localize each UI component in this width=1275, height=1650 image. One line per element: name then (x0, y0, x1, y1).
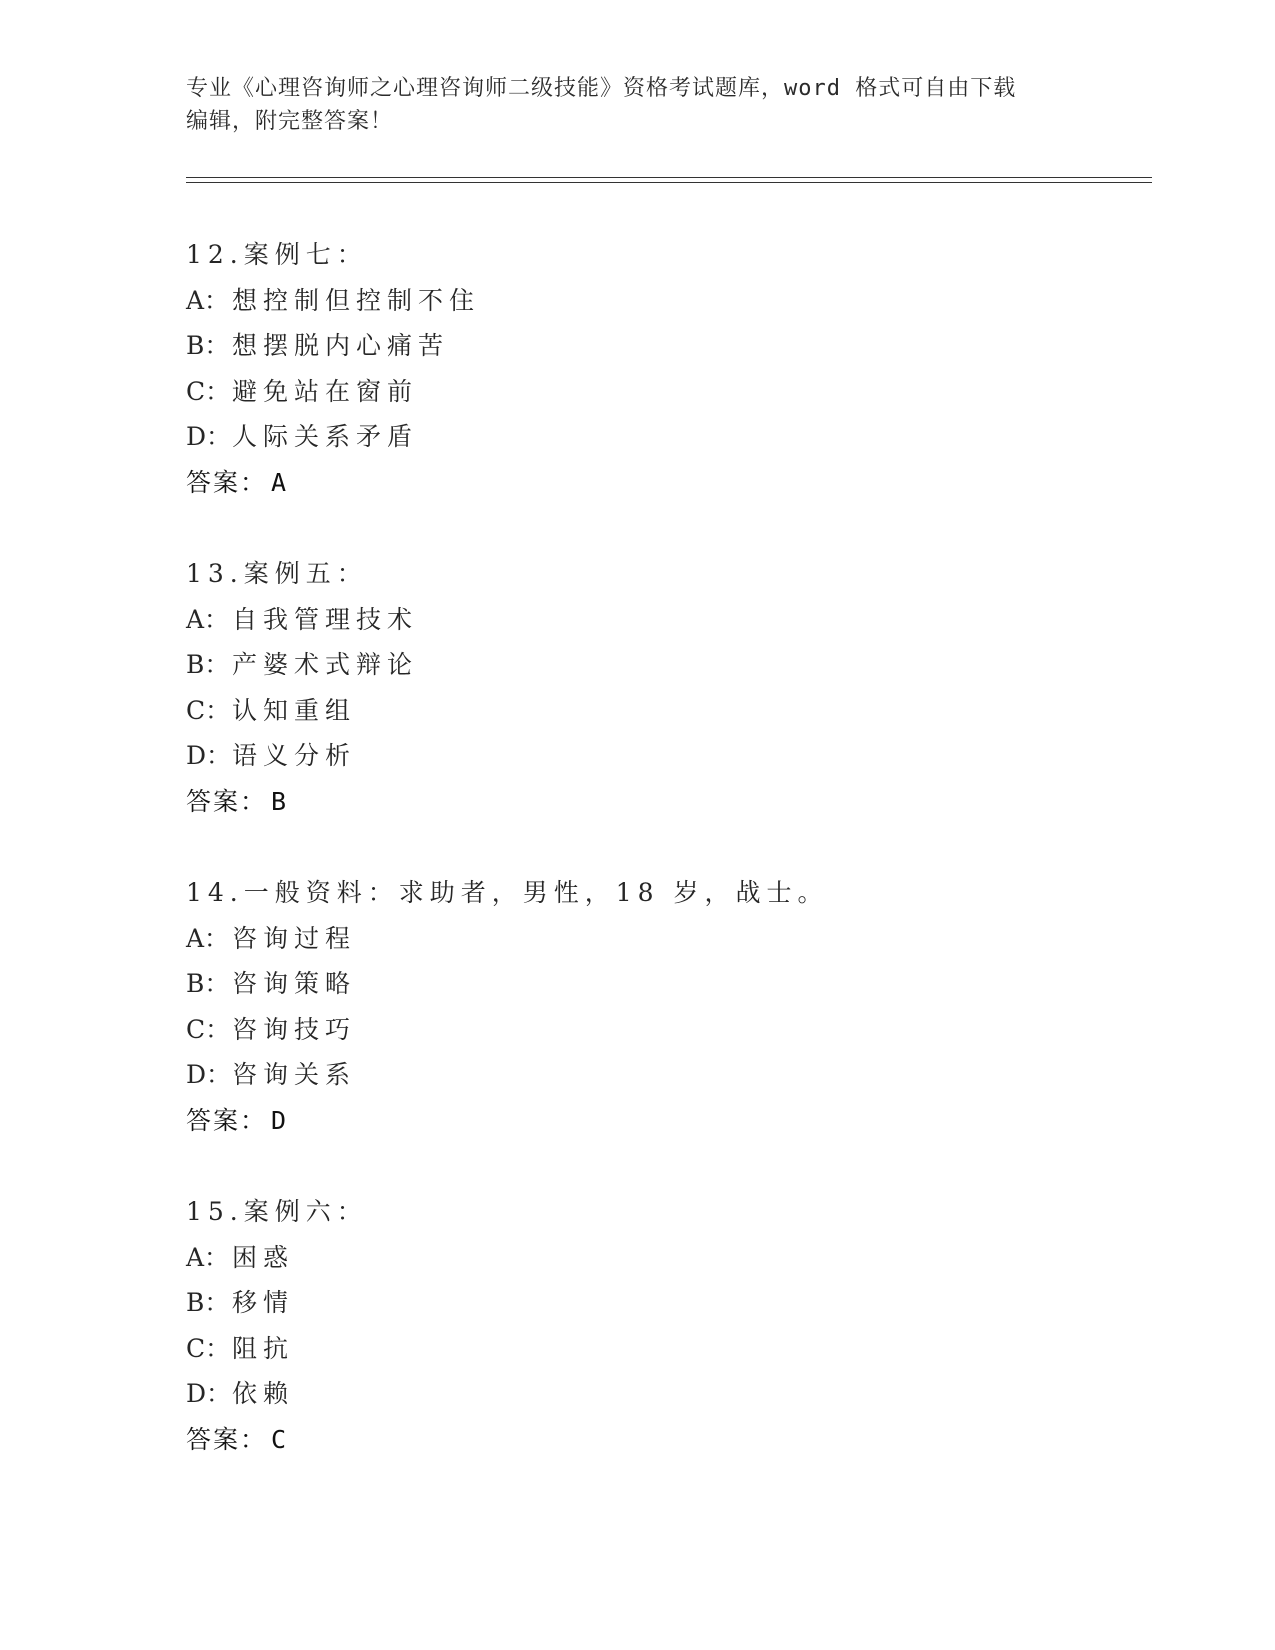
option-letter: C： (186, 695, 231, 725)
option-text: 咨询技巧 (232, 1014, 357, 1044)
option-d (186, 414, 1086, 460)
option-letter: C： (186, 376, 231, 406)
option-text: 自我管理技术 (232, 604, 419, 634)
option-text: 移情 (232, 1288, 295, 1317)
question-14 (186, 870, 1086, 1143)
option-c (186, 369, 1086, 415)
option-text: 产婆术式辩论 (232, 650, 419, 679)
answer (186, 779, 1086, 825)
option-letter: C： (186, 1014, 231, 1044)
option-letter: B： (186, 331, 230, 360)
header-line-2: 编辑，附完整答案！ (186, 109, 394, 134)
option-a (186, 278, 1086, 324)
answer-label: 答案： (186, 786, 268, 816)
option-letter: A： (186, 1242, 230, 1272)
header-divider-bottom (186, 182, 1152, 183)
option-text: 避免站在窗前 (232, 376, 419, 406)
option-d (186, 1052, 1086, 1098)
option-text: 困惑 (232, 1242, 295, 1272)
question-title: 12.案例七： (186, 240, 368, 269)
answer-value: A (271, 467, 287, 497)
answer-value: D (271, 1105, 287, 1135)
option-text: 语义分析 (232, 741, 357, 770)
answer-label: 答案： (186, 1424, 268, 1454)
question-title: 13.案例五： (186, 559, 368, 588)
option-text: 想摆脱内心痛苦 (232, 331, 450, 360)
question-title: 14.一般资料：求助者，男性，18 岁，战士。 (186, 878, 829, 907)
option-d (186, 1371, 1086, 1417)
option-text: 认知重组 (232, 695, 357, 725)
question-12 (186, 232, 1086, 505)
document-header (186, 72, 1086, 138)
option-c (186, 1326, 1086, 1372)
option-text: 想控制但控制不住 (232, 285, 481, 315)
question-title: 15.案例六： (186, 1197, 368, 1226)
option-b (186, 642, 1086, 688)
option-a (186, 1235, 1086, 1281)
option-letter: B： (186, 969, 230, 998)
option-c (186, 1007, 1086, 1053)
header-line-1: 专业《心理咨询师之心理咨询师二级技能》资格考试题库，word 格式可自由下载 (186, 76, 1017, 101)
answer-value: B (271, 786, 287, 816)
option-text: 阻抗 (232, 1333, 295, 1363)
header-divider-top (186, 177, 1152, 178)
option-d (186, 733, 1086, 779)
option-text: 咨询关系 (232, 1060, 357, 1089)
option-letter: A： (186, 285, 230, 315)
option-letter: D： (186, 422, 232, 451)
option-letter: A： (186, 604, 230, 634)
option-b (186, 1280, 1086, 1326)
option-letter: D： (186, 1060, 232, 1089)
option-a (186, 597, 1086, 643)
option-text: 人际关系矛盾 (232, 422, 419, 451)
option-letter: C： (186, 1333, 231, 1363)
question-13 (186, 551, 1086, 824)
option-text: 咨询过程 (232, 923, 357, 953)
answer (186, 1417, 1086, 1463)
answer-value: C (271, 1424, 287, 1454)
answer (186, 460, 1086, 506)
answer (186, 1098, 1086, 1144)
answer-label: 答案： (186, 1105, 268, 1135)
option-a (186, 916, 1086, 962)
option-letter: B： (186, 1288, 230, 1317)
option-text: 咨询策略 (232, 969, 357, 998)
question-15 (186, 1189, 1086, 1462)
option-text: 依赖 (232, 1379, 295, 1408)
option-letter: D： (186, 741, 232, 770)
option-c (186, 688, 1086, 734)
option-letter: D： (186, 1379, 232, 1408)
answer-label: 答案： (186, 467, 268, 497)
option-b (186, 323, 1086, 369)
option-b (186, 961, 1086, 1007)
option-letter: B： (186, 650, 230, 679)
option-letter: A： (186, 923, 230, 953)
